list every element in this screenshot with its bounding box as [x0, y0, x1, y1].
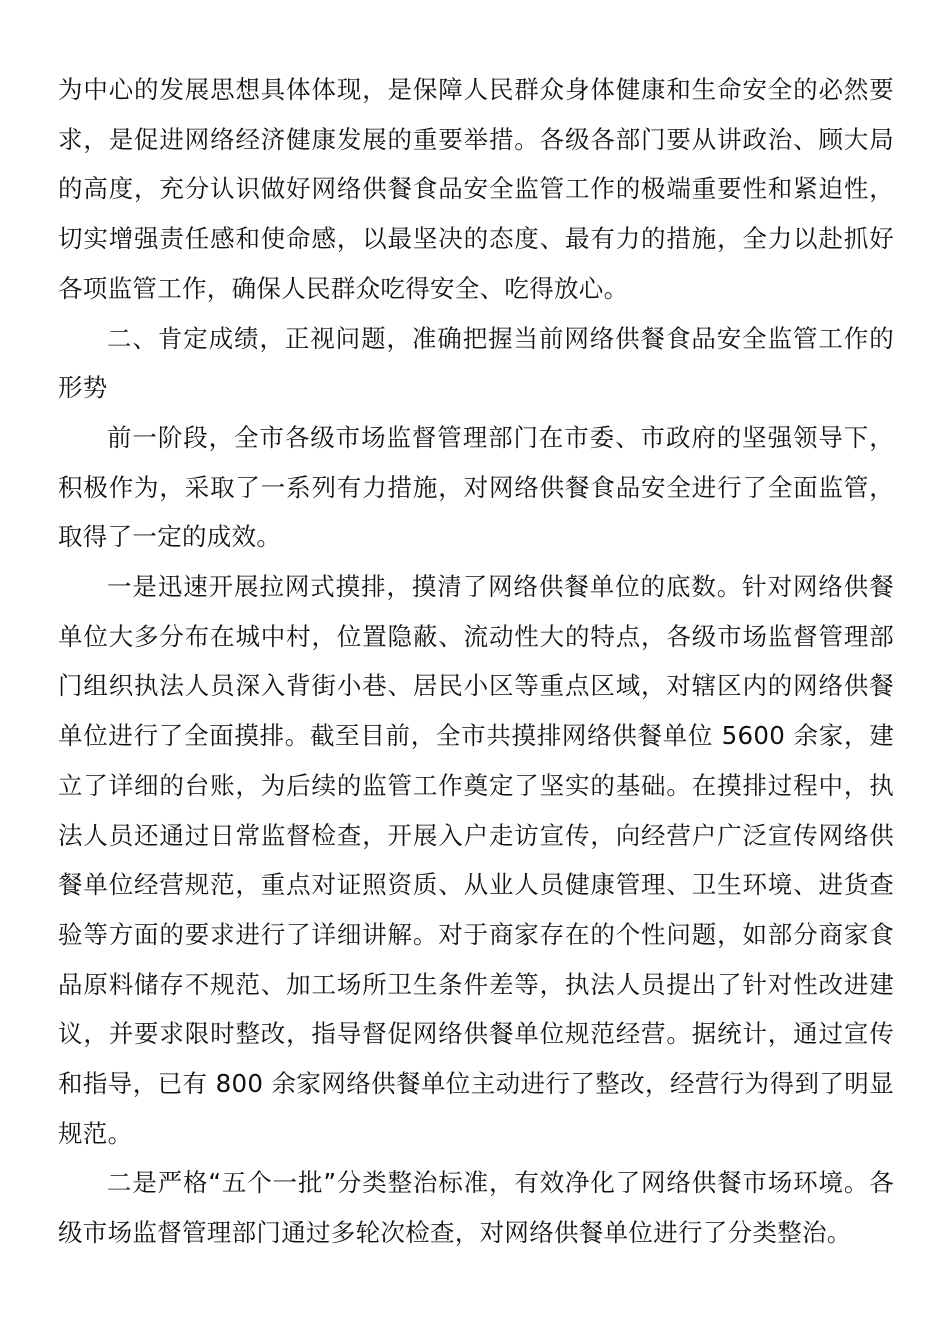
paragraph-point-one: 一是迅速开展拉网式摸排，摸清了网络供餐单位的底数。针对网络供餐单位大多分布在城中村，位置隐蔽、流动性大的特点，各级市场监督管理部门组织执法人员深入背街小巷、居民小区等重点区域，对辖区内的网络供餐单位进行了全面摸排。截至目前，全市共摸排网络供餐单位 5600 余家，建立了详细的台账，为后续的监管工作奠定了坚实的基础。在摸排过程中，执法人员还通过日常监督检查，开展入户走访宣传，向经营户广泛宣传网络供餐单位经营规范，重点对证照资质、从业人员健康管理、卫生环境、进货查验等方面的要求进行了详细讲解。对于商家存在的个性问题，如部分商家食品原料储存不规范、加工场所卫生条件差等，执法人员提出了针对性改进建议，并要求限时整改，指导督促网络供餐单位规范经营。据统计，通过宣传和指导，已有 800 余家网络供餐单位主动进行了整改，经营行为得到了明显规范。 [58, 572, 894, 1148]
paragraph-intro-continuation: 为中心的发展思想具体体现，是保障人民群众身体健康和生命安全的必然要求，是促进网络经济健康发展的重要举措。各级各部门要从讲政治、顾大局的高度，充分认识做好网络供餐食品安全监管工作的极端重要性和紧迫性，切实增强责任感和使命感，以最坚决的态度、最有力的措施，全力以赴抓好各项监管工作，确保人民群众吃得安全、吃得放心。 [58, 75, 894, 303]
paragraph-point-two: 二是严格“五个一批”分类整治标准，有效净化了网络供餐市场环境。各级市场监督管理部门通过多轮次检查，对网络供餐单位进行了分类整治。 [58, 1168, 894, 1248]
section-heading-two: 二、肯定成绩，正视问题，准确把握当前网络供餐食品安全监管工作的形势 [58, 323, 894, 403]
paragraph-achievements: 前一阶段，全市各级市场监督管理部门在市委、市政府的坚强领导下，积极作为，采取了一系列有力措施，对网络供餐食品安全进行了全面监管，取得了一定的成效。 [58, 422, 894, 552]
document-body [58, 65, 894, 1258]
